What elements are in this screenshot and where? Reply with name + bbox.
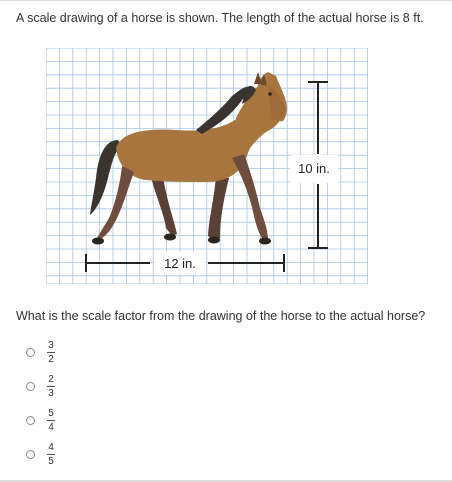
fraction-denominator: 4 [48,421,54,433]
choice-option-3[interactable] [22,405,102,435]
fraction-denominator: 5 [48,455,54,467]
radio-button[interactable] [26,416,35,425]
fraction-numerator: 2 [48,373,54,385]
fraction-bar [47,420,55,421]
fraction-bar [47,386,55,387]
fraction-numerator: 3 [48,339,54,351]
question-prompt: A scale drawing of a horse is shown. The length of the actual horse is 8 ft. [16,11,424,25]
fraction-denominator: 3 [48,387,54,399]
radio-button[interactable] [26,450,35,459]
fraction [47,408,55,433]
choice-option-4[interactable] [22,439,102,469]
fraction-denominator: 2 [48,353,54,365]
fraction-bar [47,352,55,353]
fraction [47,442,55,467]
choice-option-1[interactable] [22,337,102,367]
question-text: What is the scale factor from the drawing of the horse to the actual horse? [16,309,426,323]
radio-button[interactable] [26,382,35,391]
fraction-bar [47,454,55,455]
fraction [47,374,55,399]
choice-option-2[interactable] [22,371,102,401]
fraction-numerator: 4 [48,441,54,453]
fraction-numerator: 5 [48,407,54,419]
height-label: 10 in. [298,161,330,176]
top-border [0,0,452,1]
radio-button[interactable] [26,348,35,357]
length-label: 12 in. [164,256,196,271]
horse-scale-figure [46,48,368,284]
fraction [47,340,55,365]
